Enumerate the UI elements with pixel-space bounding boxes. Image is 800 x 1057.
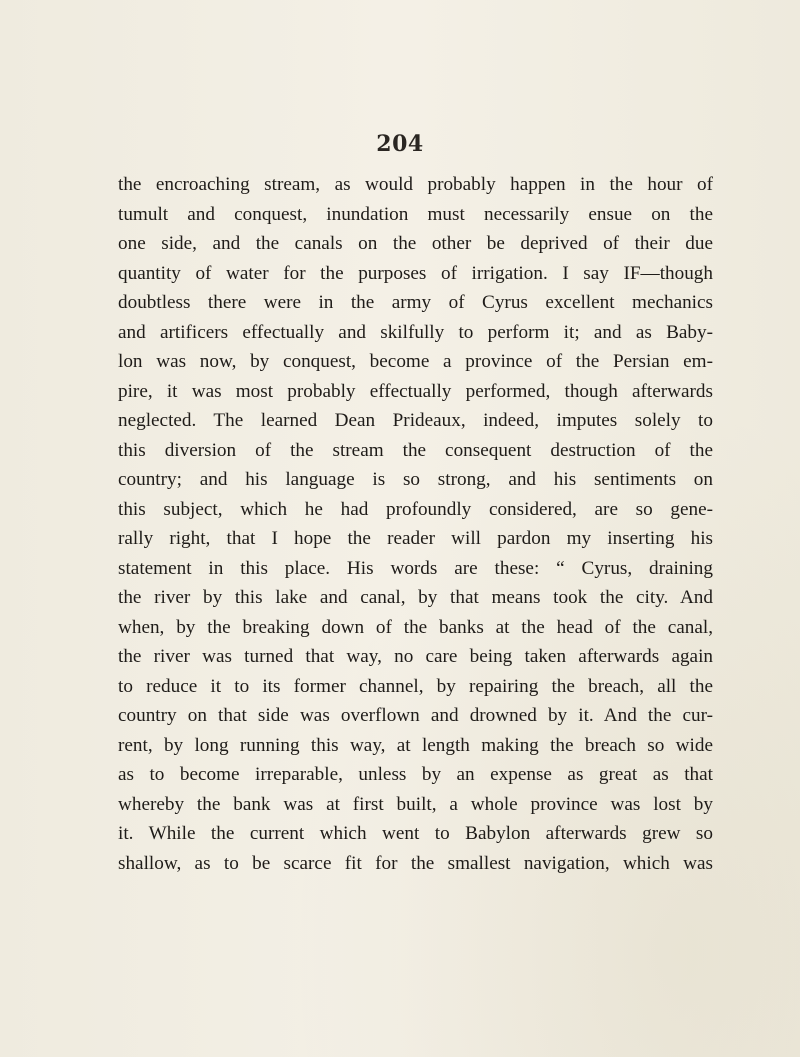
text-line: country on that side was overflown and drowned by it. And the cur- xyxy=(118,705,713,726)
text-line: pire, it was most probably effectually performed, though afterwards xyxy=(118,380,713,402)
text-line: this diversion of the stream the consequent destruction of the xyxy=(118,439,713,461)
text-line: when, by the breaking down of the banks at the head of the canal, xyxy=(118,616,713,638)
text-line: as to become irreparable, unless by an expense as great as that xyxy=(118,764,713,785)
text-line: this subject, which he had profoundly considered, are so gene- xyxy=(118,498,713,520)
page-number: 204 xyxy=(376,131,424,157)
text-line: it. While the current which went to Babylon afterwards grew so xyxy=(118,823,713,844)
text-line: one side, and the canals on the other be deprived of their due xyxy=(118,233,713,254)
text-line: rent, by long running this way, at length making the breach so wide xyxy=(118,734,713,756)
text-line: quantity of water for the purposes of irrigation. I say IF—though xyxy=(118,262,713,284)
text-line: rally right, that I hope the reader will pardon my inserting his xyxy=(118,528,713,549)
text-line: lon was now, by conquest, become a province of the Persian em- xyxy=(118,351,713,372)
text-line: tumult and conquest, inundation must necessarily ensue on the xyxy=(118,203,713,225)
text-line: the river was turned that way, no care being taken afterwards again xyxy=(118,646,713,667)
text-line: whereby the bank was at first built, a whole province was lost by xyxy=(118,793,713,815)
text-line: doubtless there were in the army of Cyrus excellent mechanics xyxy=(118,292,713,313)
text-line: shallow, as to be scarce fit for the smallest navigation, which was xyxy=(118,852,713,874)
text-line: the encroaching stream, as would probably happen in the hour of xyxy=(118,174,713,195)
body-text xyxy=(118,170,713,878)
text-line: the river by this lake and canal, by that means took the city. And xyxy=(118,587,713,608)
text-line: country; and his language is so strong, and his sentiments on xyxy=(118,469,713,490)
text-line: neglected. The learned Dean Prideaux, indeed, imputes solely to xyxy=(118,410,713,431)
text-line: statement in this place. His words are these: “ Cyrus, draining xyxy=(118,557,713,579)
text-line: to reduce it to its former channel, by repairing the breach, all the xyxy=(118,675,713,697)
text-line: and artificers effectually and skilfully to perform it; and as Baby- xyxy=(118,321,713,343)
